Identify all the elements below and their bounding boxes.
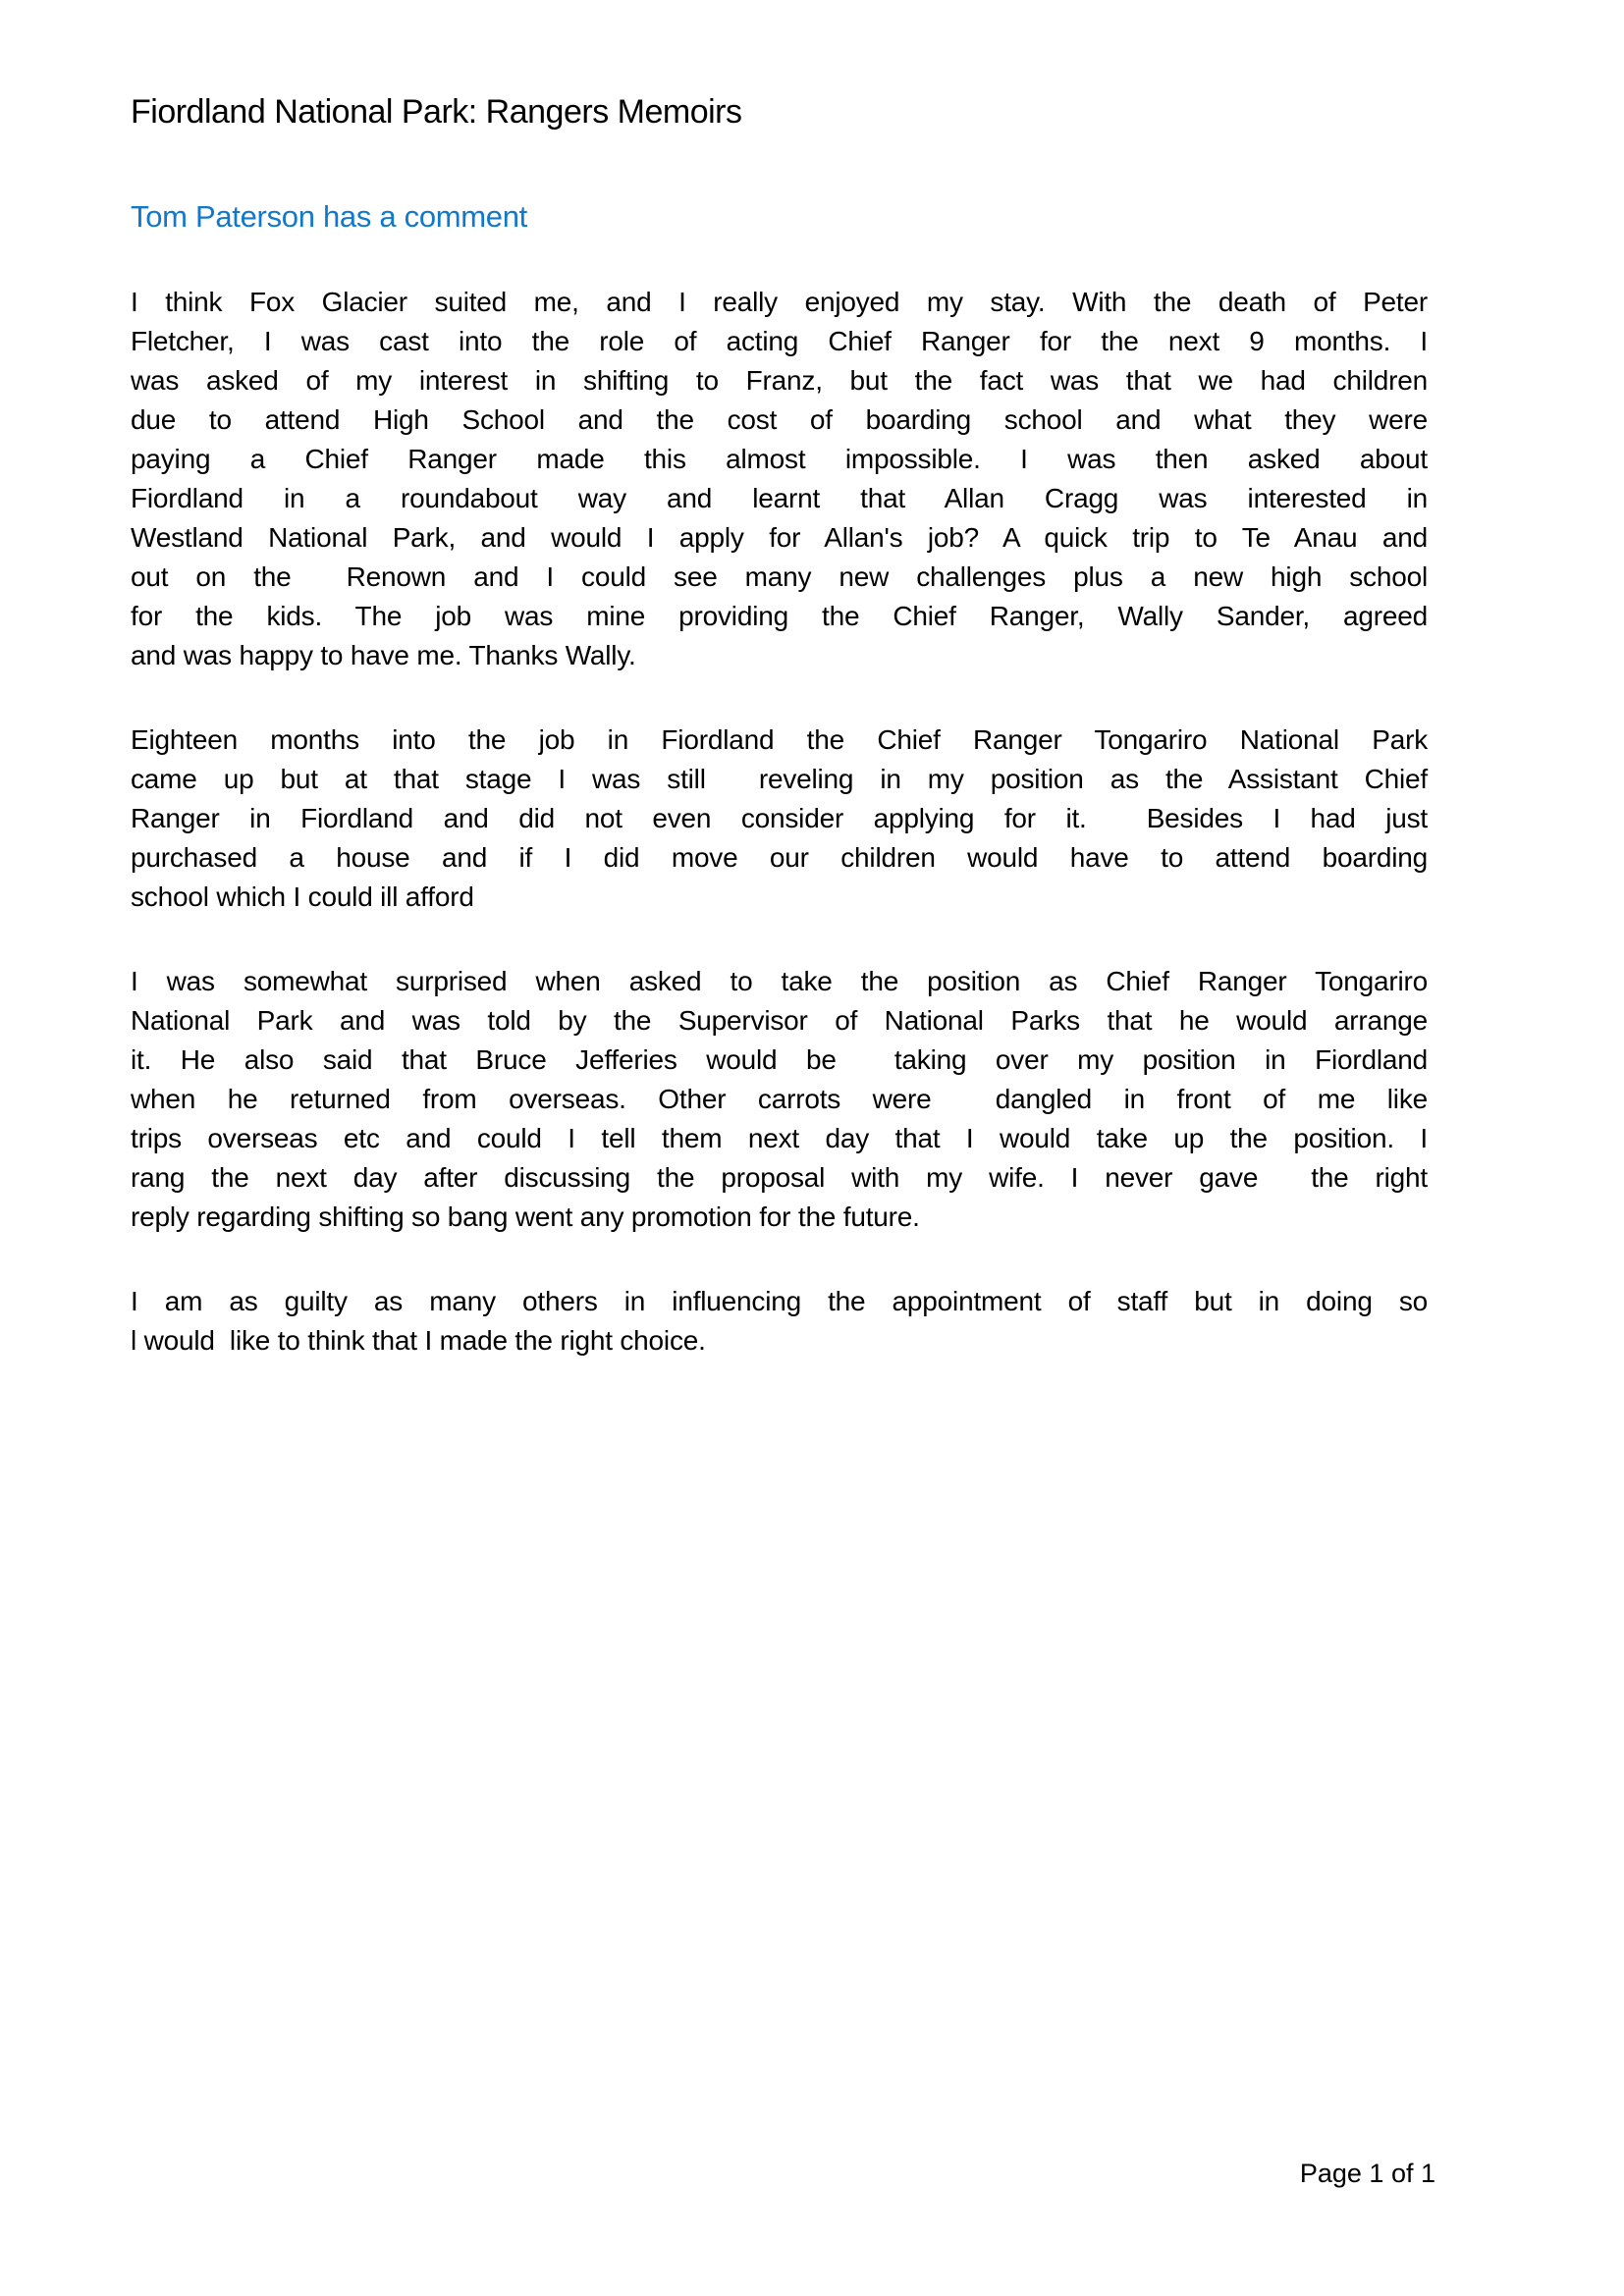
- paragraph-line: I think Fox Glacier suited me, and I really enjoyed my stay. With the death of Peter: [131, 287, 1428, 317]
- paragraph-line: school which I could ill afford: [131, 881, 474, 912]
- paragraph-line: I am as guilty as many others in influencing the appointment of staff but in doing so: [131, 1286, 1428, 1316]
- paragraph-line: trips overseas etc and could I tell them next day that I would take up the position. I: [131, 1123, 1428, 1153]
- paragraph-line: and was happy to have me. Thanks Wally.: [131, 640, 636, 670]
- document-body: [131, 283, 1428, 1406]
- paragraph-line: due to attend High School and the cost of boarding school and what they were: [131, 404, 1428, 435]
- paragraph-line: came up but at that stage I was still reveling in my position as the Assistant Chief: [131, 764, 1428, 794]
- paragraph-line: reply regarding shifting so bang went any promotion for the future.: [131, 1201, 920, 1232]
- paragraph-line: Fiordland in a roundabout way and learnt that Allan Cragg was interested in: [131, 483, 1428, 513]
- page-number: Page 1 of 1: [1299, 2159, 1435, 2188]
- paragraph-line: when he returned from overseas. Other carrots were dangled in front of me like: [131, 1084, 1428, 1114]
- paragraph: [131, 283, 1428, 675]
- paragraph-line: Westland National Park, and would I apply for Allan's job? A quick trip to Te Anau and: [131, 522, 1428, 553]
- paragraph-line: Ranger in Fiordland and did not even consider applying for it. Besides I had just: [131, 803, 1428, 833]
- paragraph: [131, 721, 1428, 917]
- paragraph-line: rang the next day after discussing the proposal with my wife. I never gave the right: [131, 1162, 1428, 1193]
- paragraph: [131, 1282, 1428, 1361]
- paragraph-line: Eighteen months into the job in Fiordland the Chief Ranger Tongariro National Park: [131, 724, 1428, 755]
- paragraph-line: for the kids. The job was mine providing the Chief Ranger, Wally Sander, agreed: [131, 601, 1428, 631]
- paragraph-line: paying a Chief Ranger made this almost impossible. I was then asked about: [131, 444, 1428, 474]
- document-title: Fiordland National Park: Rangers Memoirs: [131, 93, 742, 131]
- paragraph-line: it. He also said that Bruce Jefferies would be taking over my position in Fiordland: [131, 1044, 1428, 1075]
- paragraph-line: was asked of my interest in shifting to Franz, but the fact was that we had children: [131, 365, 1428, 396]
- paragraph-line: Fletcher, I was cast into the role of acting Chief Ranger for the next 9 months. I: [131, 326, 1428, 356]
- paragraph-line: l would like to think that I made the right choice.: [131, 1325, 706, 1356]
- paragraph-line: out on the Renown and I could see many new challenges plus a new high school: [131, 561, 1428, 592]
- paragraph-line: I was somewhat surprised when asked to take the position as Chief Ranger Tongariro: [131, 966, 1428, 996]
- paragraph: [131, 962, 1428, 1237]
- paragraph-line: National Park and was told by the Supervisor of National Parks that he would arrange: [131, 1005, 1428, 1036]
- paragraph-line: purchased a house and if I did move our children would have to attend boarding: [131, 842, 1428, 873]
- comment-heading: Tom Paterson has a comment: [131, 199, 527, 234]
